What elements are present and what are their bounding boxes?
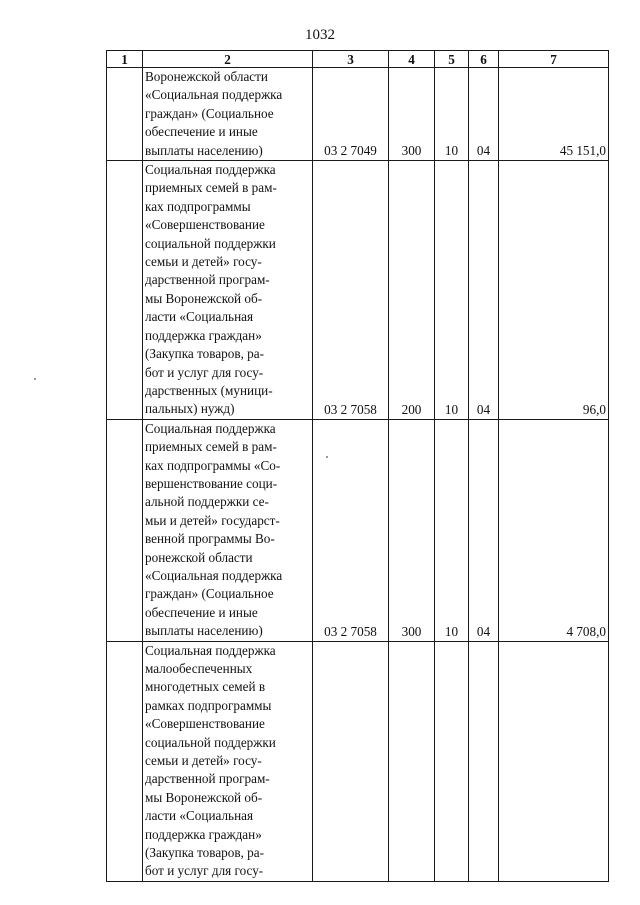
row-number-cell <box>107 641 143 881</box>
description-line: ласти «Социальная <box>145 808 254 824</box>
description-line: мы Воронежской об- <box>145 789 263 805</box>
target-code-cell: 03 2 7049 <box>313 68 389 161</box>
description-line: мы Воронежской об- <box>145 290 263 306</box>
subsection-cell: 04 <box>469 68 499 161</box>
table-header <box>107 51 609 68</box>
description-line: пальных) нужд) <box>145 401 235 417</box>
amount-cell <box>499 641 609 881</box>
expense-type-cell: 200 <box>389 161 435 420</box>
expense-type-cell <box>389 641 435 881</box>
description-line: выплаты населению) <box>145 142 263 158</box>
description-line: «Совершенствование <box>145 716 265 732</box>
header-col-6: 6 <box>469 51 499 68</box>
header-col-7: 7 <box>499 51 609 68</box>
header-col-5: 5 <box>435 51 469 68</box>
section-cell: 10 <box>435 68 469 161</box>
amount-cell: 96,0 <box>499 161 609 420</box>
target-code-cell: 03 2 7058 <box>313 419 389 641</box>
description-line: приемных семей в рам- <box>145 439 277 455</box>
description-line: «Социальная поддержка <box>145 87 283 103</box>
description-line: (Закупка товаров, ра- <box>145 346 265 362</box>
expense-type-cell: 300 <box>389 68 435 161</box>
table-row <box>107 419 609 641</box>
description-line: рамках подпрограммы <box>145 697 272 713</box>
header-col-3: 3 <box>313 51 389 68</box>
header-col-2: 2 <box>143 51 313 68</box>
target-code-cell <box>313 641 389 881</box>
description-line: семьи и детей» госу- <box>145 753 262 769</box>
row-number-cell <box>107 419 143 641</box>
description-line: поддержка граждан» <box>145 327 262 343</box>
section-cell: 10 <box>435 161 469 420</box>
description-line: ках подпрограммы <box>145 198 251 214</box>
description-line: «Совершенствование <box>145 217 265 233</box>
description-line: дарственной програм- <box>145 771 270 787</box>
description-line: вершенствование соци- <box>145 475 278 491</box>
subsection-cell: 04 <box>469 419 499 641</box>
table-row <box>107 161 609 420</box>
table-body <box>107 68 609 882</box>
header-col-4: 4 <box>389 51 435 68</box>
description-line: мьи и детей» государст- <box>145 512 280 528</box>
description-line: поддержка граждан» <box>145 826 262 842</box>
description-line: «Социальная поддержка <box>145 567 283 583</box>
amount-cell: 45 151,0 <box>499 68 609 161</box>
description-line: обеспечение и иные <box>145 124 258 140</box>
target-code-cell: 03 2 7058 <box>313 161 389 420</box>
description-line: граждан» (Социальное <box>145 586 274 602</box>
description-line: малообеспеченных <box>145 661 253 676</box>
header-row <box>107 51 609 68</box>
table-row <box>107 68 609 161</box>
budget-table <box>106 50 609 882</box>
description-line: альной поддержки се- <box>145 494 269 510</box>
description-line: Социальная поддержка <box>145 162 276 178</box>
description-line: обеспечение и иные <box>145 604 258 620</box>
description-line: ласти «Социальная <box>145 309 254 325</box>
description-cell <box>143 161 313 420</box>
subsection-cell <box>469 641 499 881</box>
description-line: (Закупка товаров, ра- <box>145 845 265 861</box>
description-line: бот и услуг для госу- <box>145 364 264 380</box>
amount-cell: 4 708,0 <box>499 419 609 641</box>
description-line: ронежской области <box>145 549 253 565</box>
description-cell <box>143 419 313 641</box>
row-number-cell <box>107 161 143 420</box>
description-line: Социальная поддержка <box>145 642 276 658</box>
description-line: граждан» (Социальное <box>145 105 274 121</box>
row-number-cell <box>107 68 143 161</box>
table-row <box>107 641 609 881</box>
section-cell: 10 <box>435 419 469 641</box>
subsection-cell: 04 <box>469 161 499 420</box>
page-number: 1032 <box>305 27 335 43</box>
description-line: ках подпрограммы «Со- <box>145 457 281 473</box>
description-cell <box>143 641 313 881</box>
description-cell <box>143 68 313 161</box>
description-line: многодетных семей в <box>145 679 266 695</box>
description-line: бот и услуг для госу- <box>145 863 264 879</box>
description-line: семьи и детей» госу- <box>145 254 262 270</box>
description-line: выплаты населению) <box>145 623 263 639</box>
header-col-1: 1 <box>107 51 143 68</box>
scan-speck <box>34 378 36 380</box>
description-line: Воронежской области <box>145 69 268 84</box>
section-cell <box>435 641 469 881</box>
expense-type-cell: 300 <box>389 419 435 641</box>
description-line: приемных семей в рам- <box>145 180 277 196</box>
description-line: социальной поддержки <box>145 734 276 750</box>
description-line: Социальная поддержка <box>145 420 276 436</box>
scan-speck <box>326 456 328 458</box>
description-line: дарственной програм- <box>145 272 270 288</box>
description-line: венной программы Во- <box>145 531 275 547</box>
description-line: дарственных (муници- <box>145 382 273 398</box>
description-line: социальной поддержки <box>145 235 276 251</box>
